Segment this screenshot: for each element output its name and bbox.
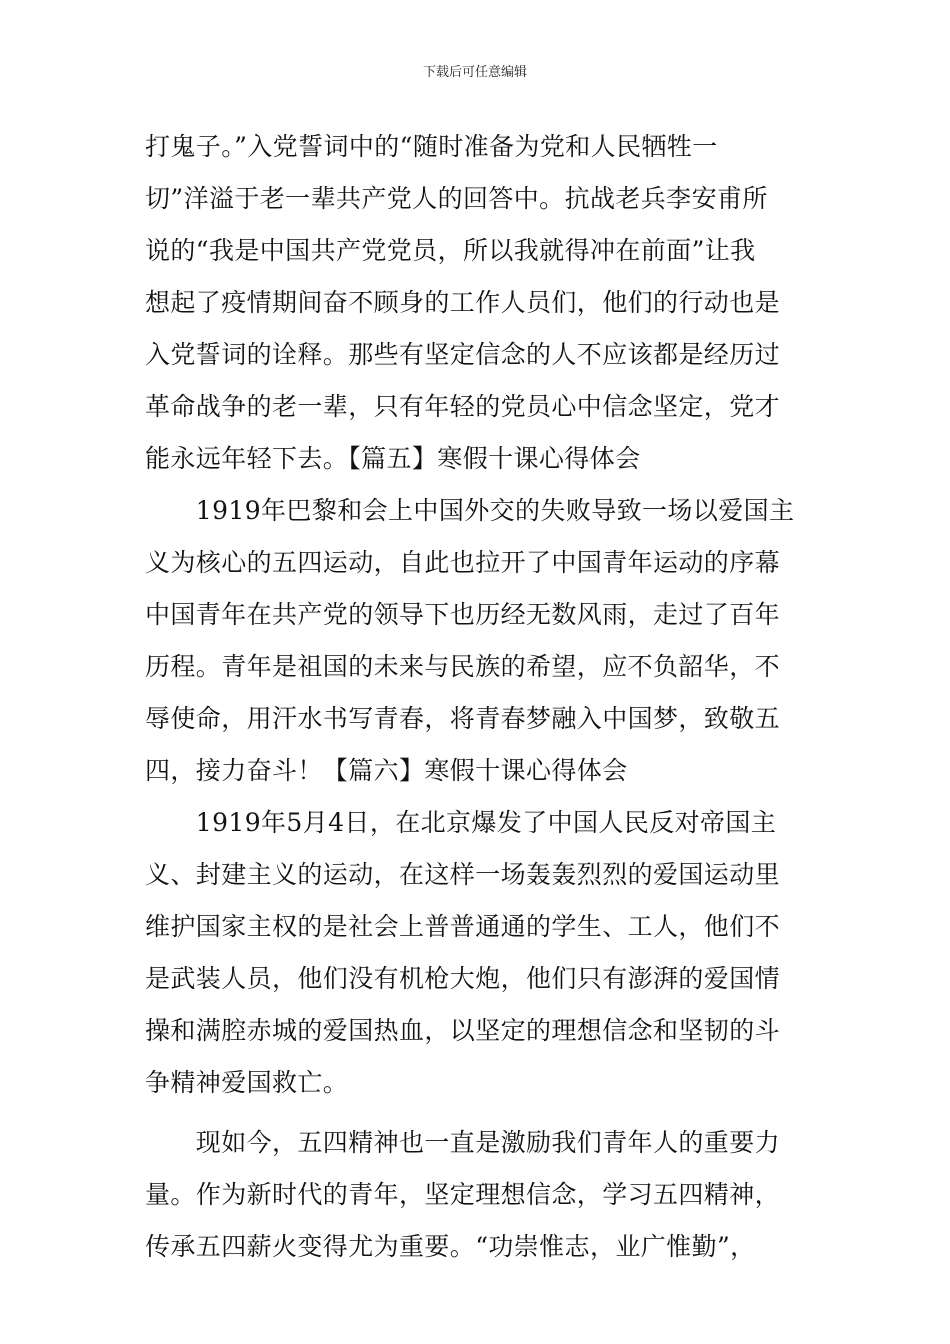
text-line: 四，接力奋斗！【篇六】寒假十课心得体会 [145, 756, 628, 785]
page-header-note: 下载后可任意编辑 [422, 65, 527, 80]
text-line: 操和满腔赤城的爱国热血，以坚定的理想信念和坚韧的斗 [145, 1016, 781, 1045]
text-line: 量。作为新时代的青年，坚定理想信念，学习五四精神， [145, 1180, 781, 1209]
text-line: 想起了疫情期间奋不顾身的工作人员们，他们的行动也是 [145, 288, 781, 317]
text-line: 入党誓词的诠释。那些有坚定信念的人不应该都是经历过 [145, 340, 781, 369]
text-line: 革命战争的老一辈，只有年轻的党员心中信念坚定，党才 [145, 392, 781, 421]
text-line: 是武装人员，他们没有机枪大炮，他们只有澎湃的爱国情 [145, 964, 781, 993]
text-line: 维护国家主权的是社会上普普通通的学生、工人，他们不 [145, 912, 781, 941]
text-line: 历程。青年是祖国的未来与民族的希望，应不负韶华，不 [145, 652, 781, 681]
text-line: 切”洋溢于老一辈共产党人的回答中。抗战老兵李安甫所 [145, 184, 768, 213]
text-line: 争精神爱国救亡。 [145, 1068, 349, 1097]
text-line: 1919年巴黎和会上中国外交的失败导致一场以爱国主 [145, 496, 795, 525]
document-body [145, 121, 810, 1273]
text-line: 打鬼子。”入党誓词中的“随时准备为党和人民牺牲一 [145, 132, 718, 161]
text-line: 义、封建主义的运动，在这样一场轰轰烈烈的爱国运动里 [145, 860, 781, 889]
text-line: 能永远年轻下去。【篇五】寒假十课心得体会 [145, 444, 641, 473]
text-line: 辱使命，用汗水书写青春，将青春梦融入中国梦，致敬五 [145, 704, 781, 733]
paragraph-gap [145, 1109, 810, 1117]
text-line: 说的“我是中国共产党党员，所以我就得冲在前面”让我 [145, 236, 756, 265]
text-line: 义为核心的五四运动，自此也拉开了中国青年运动的序幕 [145, 548, 781, 577]
text-line: 现如今，五四精神也一直是激励我们青年人的重要力 [145, 1128, 781, 1157]
text-line: 1919年5月4日，在北京爆发了中国人民反对帝国主 [145, 808, 777, 837]
text-line: 传承五四薪火变得尤为重要。“功崇惟志，业广惟勤”， [145, 1232, 756, 1261]
text-line: 中国青年在共产党的领导下也历经无数风雨，走过了百年 [145, 600, 781, 629]
